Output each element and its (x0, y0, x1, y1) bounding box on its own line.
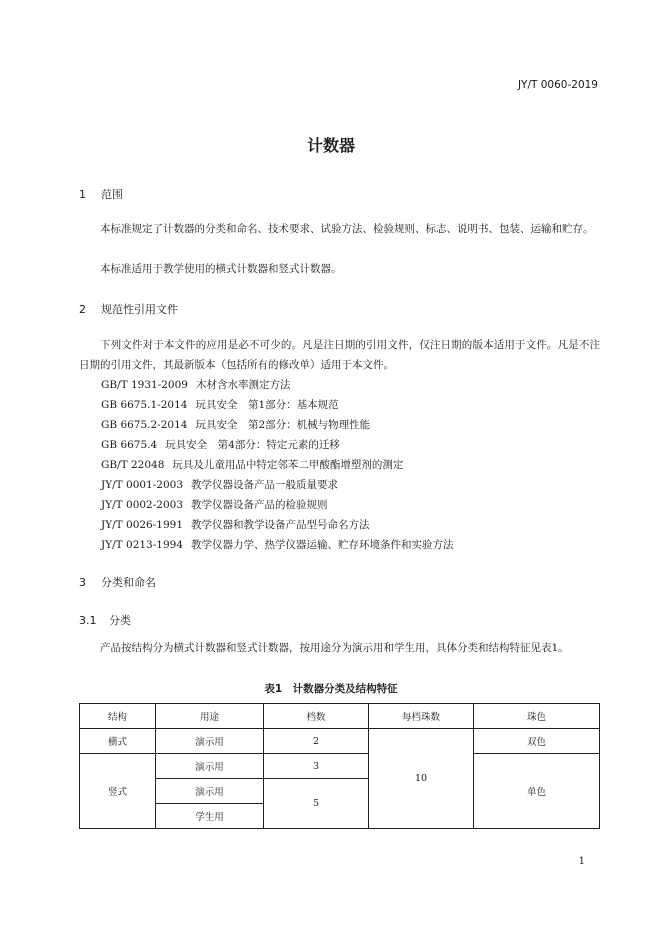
page-number: 1 (578, 856, 585, 867)
section-1-paragraph-1: 本标准规定了计数器的分类和命名、技术要求、试验方法、检验规则、标志、说明书、包装、运输和贮存。 (100, 223, 594, 235)
table-cell: 双色 (474, 729, 600, 754)
table-header: 每档珠数 (369, 704, 474, 729)
section-title: 分类 (109, 614, 131, 627)
reference-item (101, 457, 403, 472)
table-cell: 学生用 (156, 804, 264, 829)
table-cell: 演示用 (156, 729, 264, 754)
reference-title: 玩具安全 第2部分：机械与物理性能 (195, 419, 371, 431)
section-1-heading (79, 186, 123, 202)
table-row (80, 754, 600, 779)
reference-code: GB 6675.1-2014 (101, 399, 188, 411)
section-2-heading (79, 301, 178, 317)
section-3-1-paragraph: 产品按结构分为横式计数器和竖式计数器，按用途分为演示用和学生用，具体分类和结构特征见表1。 (100, 642, 569, 654)
table-header: 档数 (264, 704, 369, 729)
reference-title: 教学仪器和教学设备产品型号命名方法 (191, 519, 370, 531)
reference-code: JY/T 0001-2003 (101, 479, 184, 491)
classification-table (79, 703, 600, 829)
reference-title: 玩具安全 第1部分：基本规范 (195, 399, 339, 411)
reference-code: GB 6675.2-2014 (101, 419, 188, 431)
reference-code: GB/T 22048 (101, 459, 165, 471)
reference-item (101, 537, 454, 552)
reference-item (101, 377, 290, 392)
table-cell: 10 (369, 729, 474, 829)
section-number: 2 (79, 303, 86, 316)
reference-title: 玩具安全 第4部分：特定元素的迁移 (165, 439, 340, 451)
table-cell: 5 (264, 779, 369, 829)
document-title: 计数器 (306, 136, 355, 155)
table-header: 结构 (80, 704, 156, 729)
table-cell: 竖式 (80, 754, 156, 829)
table-cell: 演示用 (156, 779, 264, 804)
table-header: 珠色 (474, 704, 600, 729)
table-caption: 表1 计数器分类及结构特征 (264, 683, 398, 695)
section-2-intro: 下列文件对于本文件的应用是必不可少的。凡是注日期的引用文件，仅注日期的版本适用于文件。凡是不注日期的引用文件，其最新版本（包括所有的修改单）适用于本文件。 (79, 339, 600, 371)
table-cell: 3 (264, 754, 369, 779)
reference-title: 教学仪器设备产品的检验规则 (191, 499, 328, 511)
section-title: 规范性引用文件 (101, 303, 178, 316)
section-number: 3.1 (79, 614, 97, 627)
section-3-1-heading (79, 612, 131, 628)
standard-code: JY/T 0060-2019 (517, 79, 598, 91)
reference-code: JY/T 0002-2003 (101, 499, 184, 511)
reference-code: GB/T 1931-2009 (101, 379, 188, 391)
reference-code: GB 6675.4 (101, 439, 158, 451)
table-cell: 2 (264, 729, 369, 754)
section-title: 范围 (101, 188, 123, 201)
reference-item (101, 437, 340, 452)
reference-item (101, 517, 370, 532)
reference-item (101, 397, 339, 412)
reference-item (101, 417, 370, 432)
reference-title: 教学仪器设备产品一般质量要求 (191, 479, 339, 491)
table-cell: 演示用 (156, 754, 264, 779)
section-title: 分类和命名 (101, 576, 156, 589)
section-number: 1 (79, 188, 86, 201)
reference-item (101, 497, 328, 512)
reference-title: 玩具及儿童用品中特定邻苯二甲酸酯增塑剂的测定 (172, 459, 404, 471)
table-header-row (80, 704, 600, 729)
table-header: 用途 (156, 704, 264, 729)
reference-code: JY/T 0213-1994 (101, 539, 184, 551)
table-cell: 横式 (80, 729, 156, 754)
reference-code: JY/T 0026-1991 (101, 519, 184, 531)
section-3-heading (79, 574, 156, 590)
reference-title: 教学仪器力学、热学仪器运输、贮存环境条件和实验方法 (191, 539, 454, 551)
table-cell: 单色 (474, 754, 600, 829)
section-1-paragraph-2: 本标准适用于教学使用的横式计数器和竖式计数器。 (100, 263, 342, 275)
reference-title: 木材含水率测定方法 (195, 379, 291, 391)
reference-item (101, 477, 338, 492)
section-number: 3 (79, 576, 86, 589)
table-row (80, 729, 600, 754)
